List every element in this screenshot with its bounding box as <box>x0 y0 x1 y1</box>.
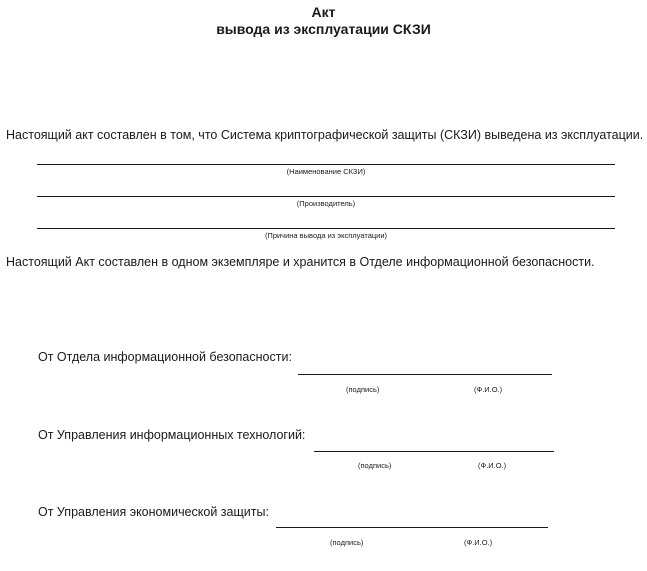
fio-caption-it: (Ф.И.О.) <box>478 461 507 470</box>
storage-paragraph: Настоящий Акт составлен в одном экземпляре и хранится в Отделе информационной безопасности. <box>6 255 595 269</box>
fio-caption-infosec: (Ф.И.О.) <box>474 385 503 394</box>
signature-caption-infosec: (подпись) <box>346 385 380 394</box>
manufacturer-line <box>37 196 615 197</box>
manufacturer-caption: (Производитель) <box>296 199 356 208</box>
intro-paragraph: Настоящий акт составлен в том, что Система криптографической защиты (СКЗИ) выведена из эксплуатации. <box>6 128 644 142</box>
fio-caption-econ: (Ф.И.О.) <box>464 538 493 547</box>
skzi-name-caption: (Наименование СКЗИ) <box>286 167 366 176</box>
signature-caption-econ: (подпись) <box>330 538 364 547</box>
signature-line-econ <box>276 527 548 528</box>
signature-line-infosec <box>298 374 552 375</box>
signatory-label-it: От Управления информационных технологий: <box>38 428 306 442</box>
reason-caption: (Причина вывода из эксплуатации) <box>264 231 388 240</box>
signatory-label-infosec: От Отдела информационной безопасности: <box>38 350 292 364</box>
signature-caption-it: (подпись) <box>358 461 392 470</box>
title-line-2: вывода из эксплуатации СКЗИ <box>216 21 431 37</box>
skzi-name-line <box>37 164 615 165</box>
signatory-label-econ: От Управления экономической защиты: <box>38 505 269 519</box>
title-line-1: Акт <box>311 4 336 20</box>
signature-line-it <box>314 451 554 452</box>
reason-line <box>37 228 615 229</box>
